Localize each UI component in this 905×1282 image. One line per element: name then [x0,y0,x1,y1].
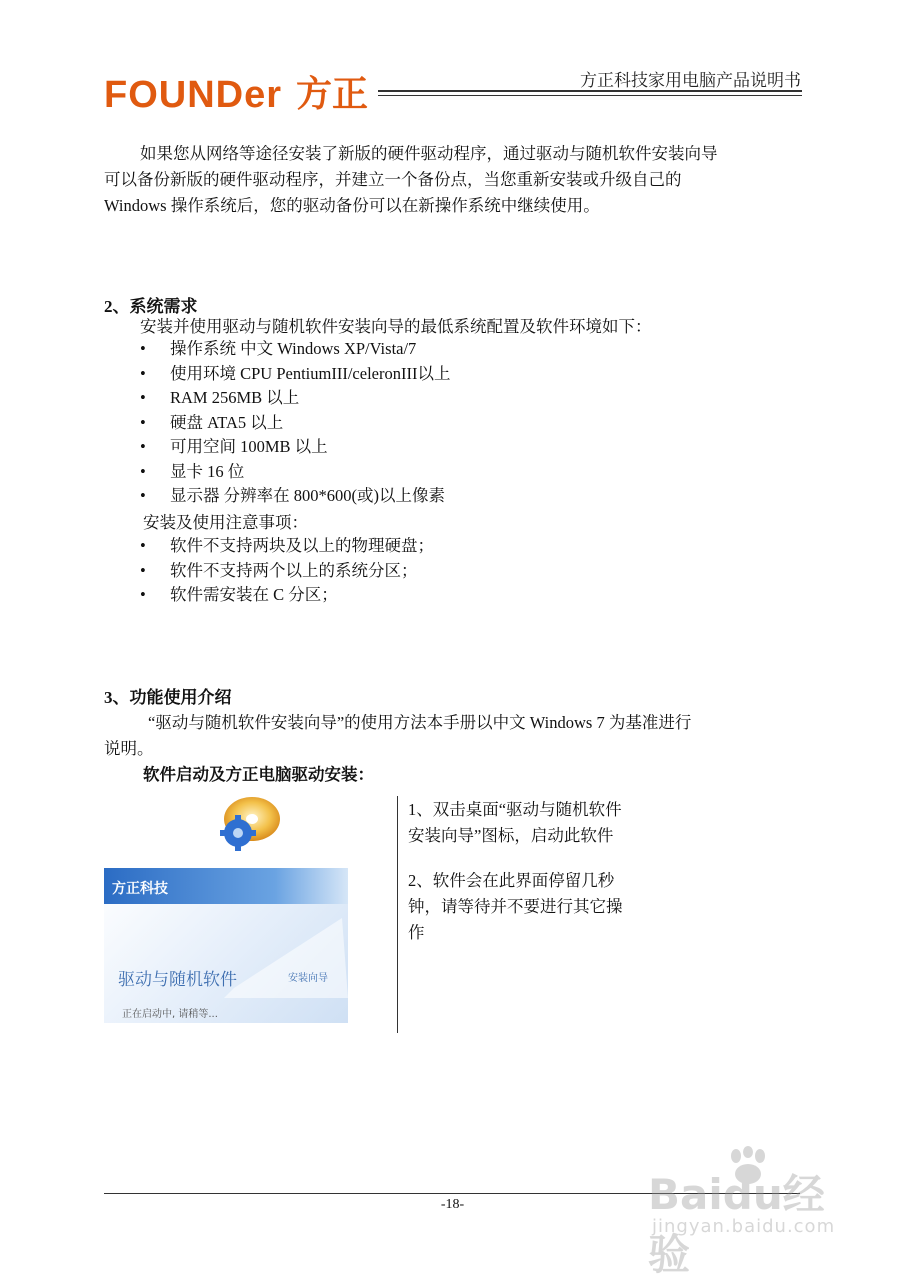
usage-intro-line-2: 说明。 [104,739,154,758]
splash-subtitle: 安装向导 [288,973,328,984]
list-item: • 操作系统 中文 Windows XP/Vista/7 [140,337,450,362]
splash-title: 驱动与随机软件 [118,970,237,990]
notes-list [140,534,434,608]
step-1-line-2: 安装向导”图标，启动此软件 [408,826,614,845]
list-item: • 可用空间 100MB 以上 [140,435,450,460]
baidu-watermark [648,1150,858,1279]
requirements-list [140,337,450,509]
list-item: • 显卡 16 位 [140,460,450,485]
founder-logo: FOUNDer [104,74,283,116]
usage-subheading: 软件启动及方正电脑驱动安装： [143,765,374,784]
header-divider [378,90,802,92]
list-item: • 使用环境 CPU PentiumIII/celeronIII以上 [140,362,450,387]
step-2-line-2: 钟，请等待并不要进行其它操 [408,897,623,916]
list-item: • 软件需安装在 C 分区； [140,583,434,608]
splash-screen-image [104,868,348,1023]
installer-disc-icon [214,795,284,855]
usage-intro-line-1: “驱动与随机软件安装向导”的使用方法本手册以中文 Windows 7 为基准进行 [148,713,692,732]
header-divider-thin [378,95,802,96]
section-heading-usage: 3、功能使用介绍 [104,688,232,707]
watermark-main: Baidu经验 [648,1170,825,1279]
watermark-url: jingyan.baidu.com [652,1216,836,1237]
step-2-line-1: 2、软件会在此界面停留几秒 [408,871,615,890]
splash-status: 正在启动中, 请稍等... [122,1009,218,1020]
column-divider [397,796,398,1033]
step-2-line-3: 作 [408,923,425,942]
document-title: 方正科技家用电脑产品说明书 [580,71,801,90]
list-item: • 显示器 分辨率在 800*600(或)以上像素 [140,484,450,509]
list-item: • 软件不支持两块及以上的物理硬盘； [140,534,434,559]
list-item: • 软件不支持两个以上的系统分区； [140,559,434,584]
list-item: • 硬盘 ATA5 以上 [140,411,450,436]
section-heading-requirements: 2、系统需求 [104,297,198,316]
requirements-intro: 安装并使用驱动与随机软件安装向导的最低系统配置及软件环境如下： [140,317,652,336]
splash-decoration [224,908,348,998]
page-number: -18- [440,1197,465,1212]
notes-label: 安装及使用注意事项： [143,513,308,532]
step-1-line-1: 1、双击桌面“驱动与随机软件 [408,800,622,819]
intro-line-1: 如果您从网络等途径安装了新版的硬件驱动程序，通过驱动与随机软件安装向导 [140,144,718,163]
splash-brand: 方正科技 [112,881,168,897]
founder-logo-cn: 方正 [296,74,369,115]
list-item: • RAM 256MB 以上 [140,386,450,411]
intro-line-3: Windows 操作系统后，您的驱动备份可以在新操作系统中继续使用。 [104,196,600,215]
intro-line-2: 可以备份新版的硬件驱动程序，并建立一个备份点，当您重新安装或升级自己的 [104,170,682,189]
